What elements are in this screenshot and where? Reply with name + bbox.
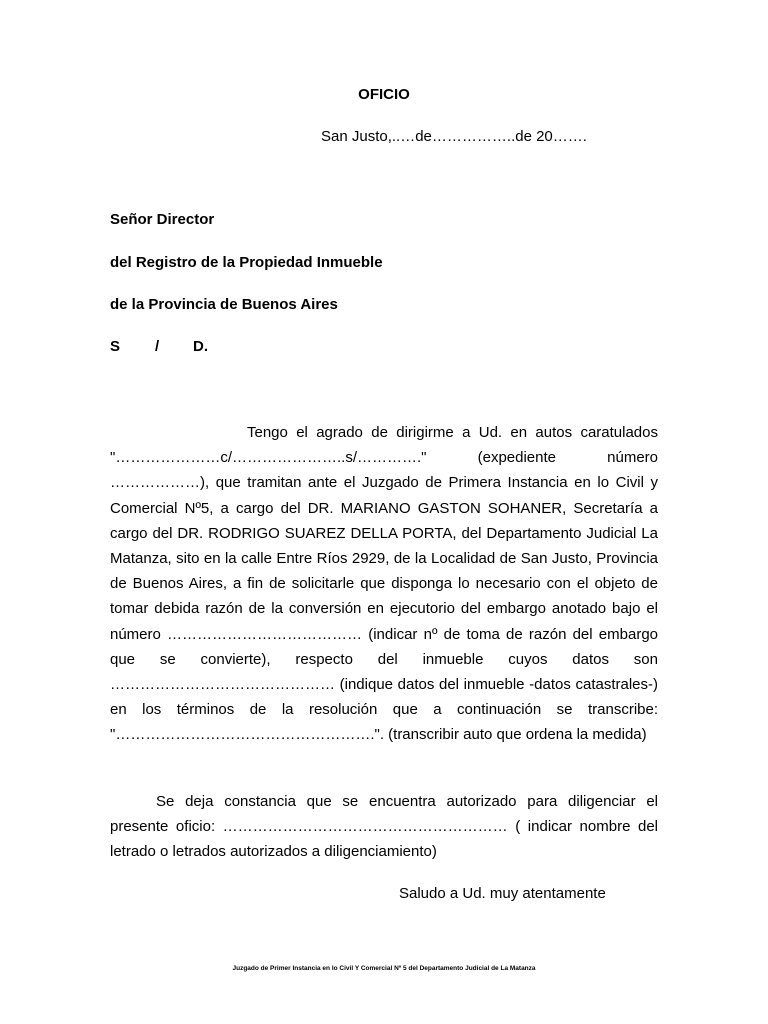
body-paragraph-1: Tengo el agrado de dirigirme a Ud. en autos caratulados "…………………c/…………………..s/…………." (expediente número ………………), que tramitan ante el Juzgado de Primera Instancia en lo Civil y Comercial Nº5, a cargo del DR. MARIANO GASTON SOHANER, Secretaría a cargo del DR. RODRIGO SUAREZ DELLA PORTA, del Departamento Judicial La Matanza, sito en la calle Entre Ríos 2929, de la Localidad de San Justo, Provincia de Buenos Aires, a fin de solicitarle que disponga lo necesario con el objeto de tomar debida razón de la conversión en ejecutorio del embargo anotado bajo el número ………………………………… (indicar nº de toma de razón del embargo que se convierte), respecto del inmueble cuyos datos son ……………………………………… (indique datos del inmueble -datos catastrales-) en los términos de la resolución que a continuación se transcribe: "…………………………………………….". (transcribir auto que ordena la medida)	[110, 424, 658, 744]
sd-s: S	[110, 338, 121, 355]
sd-d: D.	[193, 338, 208, 355]
sd-slash: /	[155, 338, 160, 355]
sd-line	[110, 338, 208, 355]
date-line: San Justo,..…de……………..de 20…….	[321, 128, 587, 145]
body-paragraph-2: Se deja constancia que se encuentra autorizado para diligenciar el presente oficio: ………………………………………………… ( indicar nombre del letrado o letrados autorizados a diligenciamiento)	[110, 793, 658, 861]
addressee-line-1: Señor Director	[110, 211, 215, 228]
addressee-line-2: del Registro de la Propiedad Inmueble	[110, 254, 383, 271]
document-title: OFICIO	[358, 86, 410, 103]
addressee-line-3: de la Provincia de Buenos Aires	[110, 296, 338, 313]
closing-line: Saludo a Ud. muy atentamente	[399, 885, 606, 902]
page-footer: Juzgado de Primer Instancia en lo Civil Y Comercial Nº 5 del Departamento Judicial de La Matanza	[232, 965, 536, 972]
